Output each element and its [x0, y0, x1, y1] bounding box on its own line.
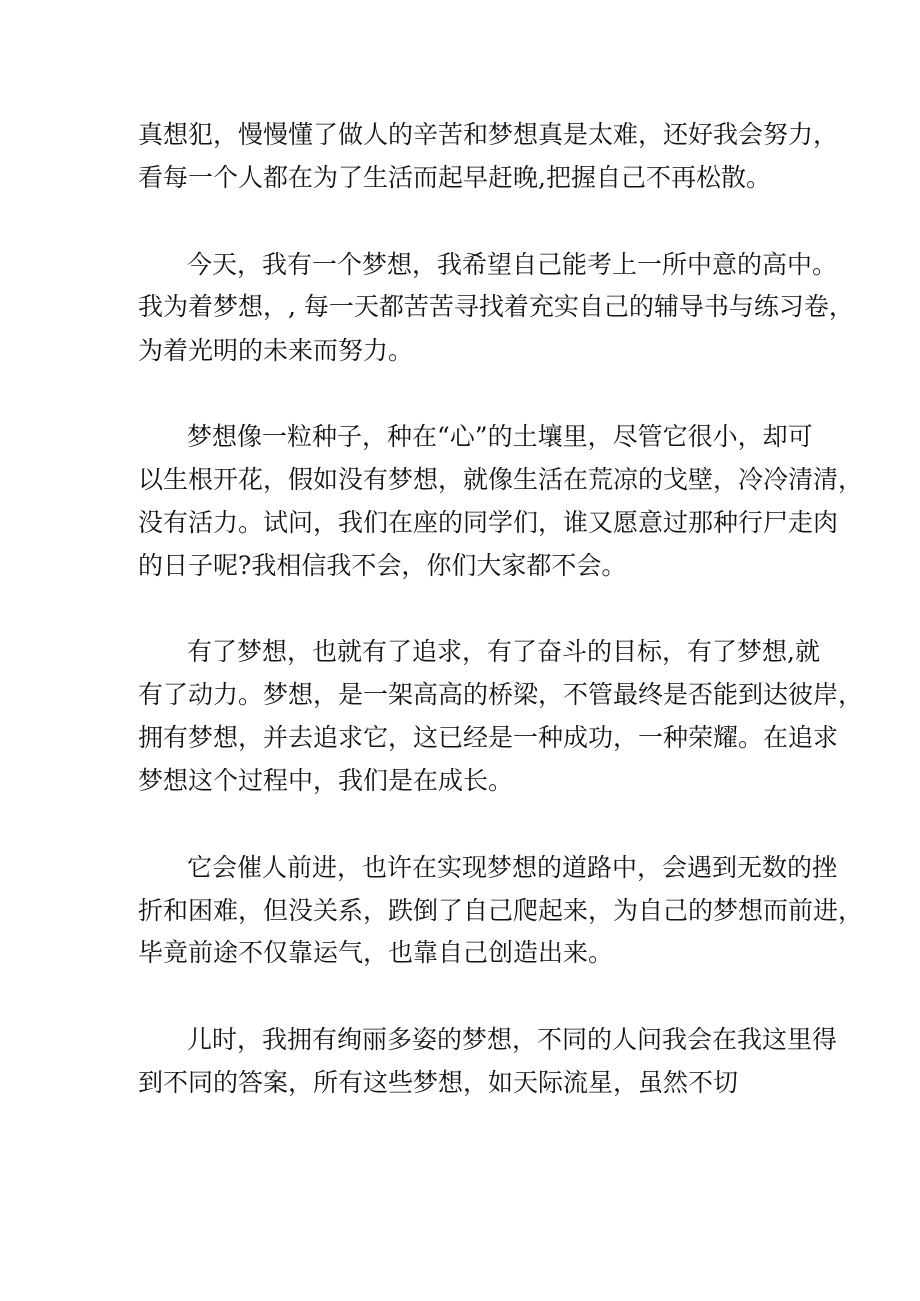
text-line: 它会催人前进，也许在实现梦想的道路中，会遇到无数的挫	[187, 853, 838, 882]
text-line: 以生根开花，假如没有梦想，就像生活在荒凉的戈壁，冷冷清清，	[138, 465, 864, 494]
text-line: 到不同的答案，所有这些梦想，如天际流星，虽然不切	[138, 1068, 739, 1097]
text-line: 今天，我有一个梦想，我希望自己能考上一所中意的高中。	[187, 250, 838, 279]
text-line: 看每一个人都在为了生活而起早赶晚,把握自己不再松散。	[138, 163, 771, 192]
text-line: 我为着梦想，, 每一天都苦苦寻找着充实自己的辅导书与练习卷，	[138, 292, 854, 321]
text-line: 为着光明的未来而努力。	[138, 336, 414, 365]
text-line: 梦想像一粒种子，种在“心”的土壤里，尽管它很小，却可	[187, 422, 813, 451]
text-line: 折和困难，但没关系，跌倒了自己爬起来，为自己的梦想而前进，	[138, 896, 864, 925]
text-line: 梦想这个过程中，我们是在成长。	[138, 766, 514, 795]
text-line: 没有活力。试问，我们在座的同学们，谁又愿意过那种行尸走肉	[138, 508, 839, 537]
text-line: 有了梦想，也就有了追求，有了奋斗的目标，有了梦想,就	[187, 637, 820, 666]
text-line: 毕竟前途不仅靠运气，也靠自己创造出来。	[138, 938, 614, 967]
text-line: 儿时，我拥有绚丽多姿的梦想，不同的人问我会在我这里得	[187, 1025, 838, 1054]
text-line: 有了动力。梦想，是一架高高的桥梁，不管最终是否能到达彼岸，	[138, 680, 864, 709]
text-line: 真想犯，慢慢懂了做人的辛苦和梦想真是太难，还好我会努力，	[138, 120, 839, 149]
text-line: 拥有梦想，并去追求它，这已经是一种成功，一种荣耀。在追求	[138, 723, 839, 752]
text-line: 的日子呢?我相信我不会，你们大家都不会。	[138, 551, 627, 580]
